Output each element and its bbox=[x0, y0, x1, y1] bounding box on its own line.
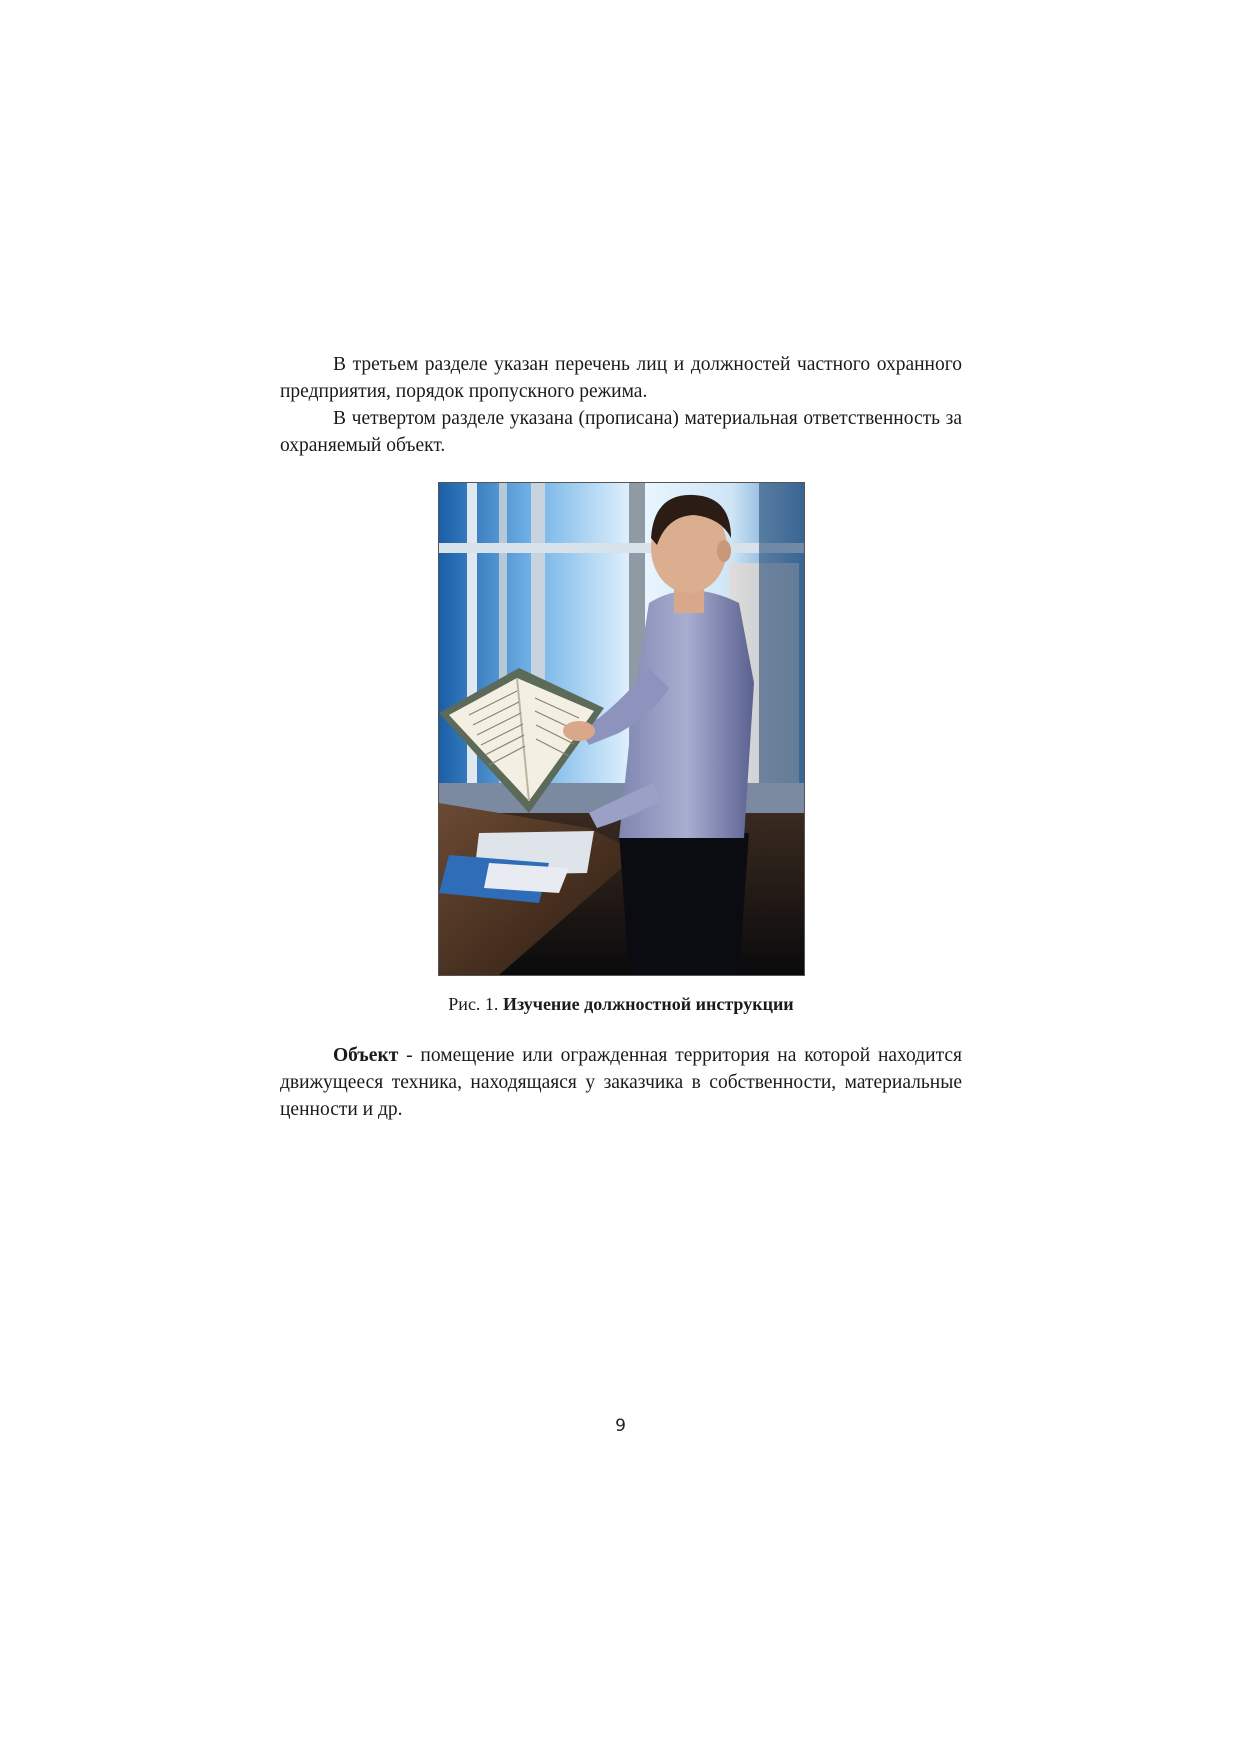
caption-prefix: Рис. 1. bbox=[448, 994, 503, 1014]
definition-paragraph bbox=[280, 1042, 962, 1123]
figure-caption bbox=[280, 992, 962, 1016]
page-number: 9 bbox=[615, 1416, 626, 1436]
figure-photo bbox=[438, 482, 805, 976]
paragraph-third-section: В третьем разделе указан перечень лиц и должностей частного охранного предприятия, порядок пропускного режима. bbox=[280, 354, 962, 402]
text-block-bottom bbox=[280, 1042, 962, 1123]
paragraph-fourth-section: В четвертом разделе указана (прописана) материальная ответственность за охраняемый объект. bbox=[280, 408, 962, 456]
definition-term: Объект bbox=[333, 1045, 399, 1066]
photo-man-reading-book-icon bbox=[439, 483, 804, 975]
caption-title: Изучение должностной инструкции bbox=[502, 994, 794, 1014]
text-block-top bbox=[280, 351, 962, 459]
definition-text: - помещение или огражденная территория на которой находится движущееся техника, находящаяся у заказчика в собственности, материальные ценности и др. bbox=[280, 1045, 962, 1120]
